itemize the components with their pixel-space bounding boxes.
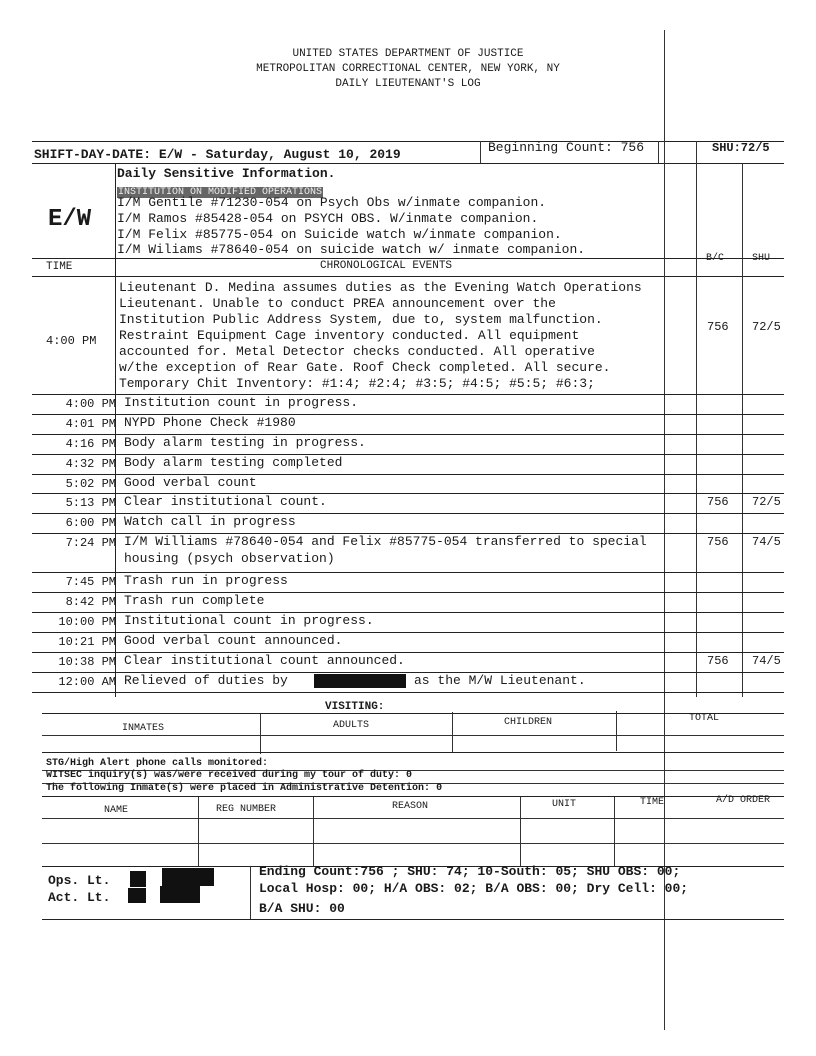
event-text: Relieved of duties by — [124, 673, 288, 688]
entry-line: Restraint Equipment Cage inventory conducted. All equipment — [119, 328, 580, 343]
event-text: Clear institutional count. — [124, 494, 327, 509]
event-bc: 756 — [707, 535, 729, 549]
event-text: Trash run complete — [124, 593, 265, 608]
event-time: 12:00 AM — [58, 675, 116, 689]
det-col-time: TIME — [640, 797, 665, 808]
divider — [42, 796, 784, 797]
col-shu: SHU — [752, 253, 771, 264]
divider — [198, 797, 199, 867]
divider — [42, 919, 784, 920]
divider — [42, 843, 784, 844]
det-col-ad-order: A/D ORDER — [716, 795, 771, 806]
event-text: Institution count in progress. — [124, 395, 359, 410]
redaction-block — [130, 871, 146, 887]
event-time: 7:24 PM — [65, 536, 116, 550]
divider — [32, 692, 784, 693]
event-shu: 72/5 — [752, 495, 781, 509]
event-text-after: as the M/W Lieutenant. — [414, 673, 586, 688]
redaction-block — [160, 886, 200, 903]
shift-date: SHIFT-DAY-DATE: E/W - Saturday, August 10, 2019 — [34, 147, 401, 162]
event-bc: 756 — [707, 495, 729, 509]
divider — [520, 797, 521, 867]
event-text: Watch call in progress — [124, 514, 296, 529]
event-time: 4:01 PM — [65, 417, 116, 431]
visit-col-inmates: INMATES — [122, 723, 165, 734]
event-time: 5:02 PM — [65, 477, 116, 491]
beginning-count: Beginning Count: 756 — [488, 140, 645, 155]
header-line-1: UNITED STATES DEPARTMENT OF JUSTICE — [292, 48, 524, 60]
event-text: Good verbal count — [124, 475, 257, 490]
redaction-block — [162, 868, 214, 886]
entry-line: accounted for. Metal Detector checks conducted. All operative — [119, 344, 595, 359]
shift-code: E/W — [48, 206, 92, 233]
event-time: 4:00 PM — [65, 397, 116, 411]
event-bc: 756 — [707, 654, 729, 668]
event-time: 4:32 PM — [65, 457, 116, 471]
entry-time: 4:00 PM — [46, 334, 97, 348]
event-time: 10:38 PM — [58, 655, 116, 669]
divider — [616, 711, 617, 751]
event-time: 10:00 PM — [58, 615, 116, 629]
event-time: 8:42 PM — [65, 595, 116, 609]
divider — [32, 258, 784, 259]
divider — [42, 735, 784, 736]
event-time: 5:13 PM — [65, 496, 116, 510]
divider — [32, 276, 784, 277]
divider — [313, 797, 314, 867]
event-time: 7:45 PM — [65, 575, 116, 589]
divider — [452, 712, 453, 752]
redaction-block — [128, 888, 146, 903]
ending-count-line-3: B/A SHU: 00 — [259, 901, 345, 916]
ending-count-line-1: Ending Count:756 ; SHU: 74; 10-South: 05; SHU OBS: 00; — [259, 864, 681, 879]
ending-count-line-2: Local Hosp: 00; H/A OBS: 02; B/A OBS: 00; Dry Cell: 00; — [259, 881, 689, 896]
event-text: Clear institutional count announced. — [124, 653, 405, 668]
det-col-reason: REASON — [392, 801, 429, 812]
entry-bc: 756 — [707, 320, 729, 334]
redaction-block — [314, 674, 406, 688]
divider — [260, 714, 261, 754]
ops-lt-label: Ops. Lt. — [48, 873, 111, 888]
divider — [32, 141, 784, 142]
entry-line: w/the exception of Rear Gate. Roof Check completed. All secure. — [119, 360, 611, 375]
event-time: 6:00 PM — [65, 516, 116, 530]
divider — [614, 797, 615, 867]
sensitive-line: I/M Wiliams #78640-054 on suicide watch w/ inmate companion. — [117, 242, 586, 257]
det-col-unit: UNIT — [552, 799, 577, 810]
entry-line: Lieutenant D. Medina assumes duties as the Evening Watch Operations — [119, 280, 642, 295]
det-col-reg: REG NUMBER — [216, 804, 277, 815]
visiting-title: VISITING: — [325, 701, 385, 713]
divider — [696, 163, 697, 697]
entry-line: Temporary Chit Inventory: #1:4; #2:4; #3:5; #4:5; #5:5; #6:3; — [119, 376, 595, 391]
header-line-2: METROPOLITAN CORRECTIONAL CENTER, NEW YORK, NY — [256, 63, 560, 75]
divider — [42, 713, 784, 714]
event-text: Trash run in progress — [124, 573, 288, 588]
divider — [32, 163, 784, 164]
sensitive-line: I/M Ramos #85428-054 on PSYCH OBS. W/inmate companion. — [117, 211, 539, 226]
entry-line: Institution Public Address System, due to, system malfunction. — [119, 312, 603, 327]
act-lt-label: Act. Lt. — [48, 890, 111, 905]
divider — [658, 141, 659, 163]
divider — [42, 818, 784, 819]
event-text: Good verbal count announced. — [124, 633, 343, 648]
modified-operations-text: INSTITUTION ON MODIFIED OPERATIONS — [118, 187, 323, 198]
event-shu: 74/5 — [752, 535, 781, 549]
witsec-note: WITSEC inquiry(s) was/were received during my tour of duty: 0 — [46, 770, 413, 781]
event-text: Body alarm testing completed — [124, 455, 343, 470]
sensitive-line: I/M Gentile #71230-054 on Psych Obs w/inmate companion. — [117, 195, 547, 210]
admin-detention-note: The following Inmate(s) were placed in Administrative Detention: 0 — [46, 783, 443, 794]
divider — [250, 866, 251, 920]
stg-note: STG/High Alert phone calls monitored: — [46, 758, 269, 769]
visit-col-total: TOTAL — [689, 713, 720, 724]
event-text-continued: housing (psych observation) — [124, 551, 335, 566]
divider — [696, 141, 697, 163]
divider — [480, 141, 481, 163]
sensitive-line: I/M Felix #85775-054 on Suicide watch w/inmate companion. — [117, 227, 562, 242]
divider — [42, 752, 784, 753]
divider — [664, 30, 665, 1030]
event-text: NYPD Phone Check #1980 — [124, 415, 296, 430]
col-events: CHRONOLOGICAL EVENTS — [320, 260, 453, 272]
event-time: 4:16 PM — [65, 437, 116, 451]
event-text: Institutional count in progress. — [124, 613, 374, 628]
shu-count: SHU:72/5 — [712, 141, 770, 155]
header-line-3: DAILY LIEUTENANT'S LOG — [335, 78, 481, 90]
visit-col-adults: ADULTS — [333, 720, 370, 731]
entry-line: Lieutenant. Unable to conduct PREA announcement over the — [119, 296, 556, 311]
event-shu: 74/5 — [752, 654, 781, 668]
det-col-name: NAME — [104, 805, 129, 816]
sensitive-title: Daily Sensitive Information. — [117, 166, 336, 181]
visit-col-children: CHILDREN — [504, 717, 553, 728]
col-bc: B/C — [706, 253, 725, 264]
event-time: 10:21 PM — [58, 635, 116, 649]
event-text: I/M Williams #78640-054 and Felix #85775-054 transferred to special — [124, 534, 647, 549]
entry-shu: 72/5 — [752, 320, 781, 334]
divider — [742, 163, 743, 697]
event-text: Body alarm testing in progress. — [124, 435, 366, 450]
col-time: TIME — [46, 261, 73, 273]
